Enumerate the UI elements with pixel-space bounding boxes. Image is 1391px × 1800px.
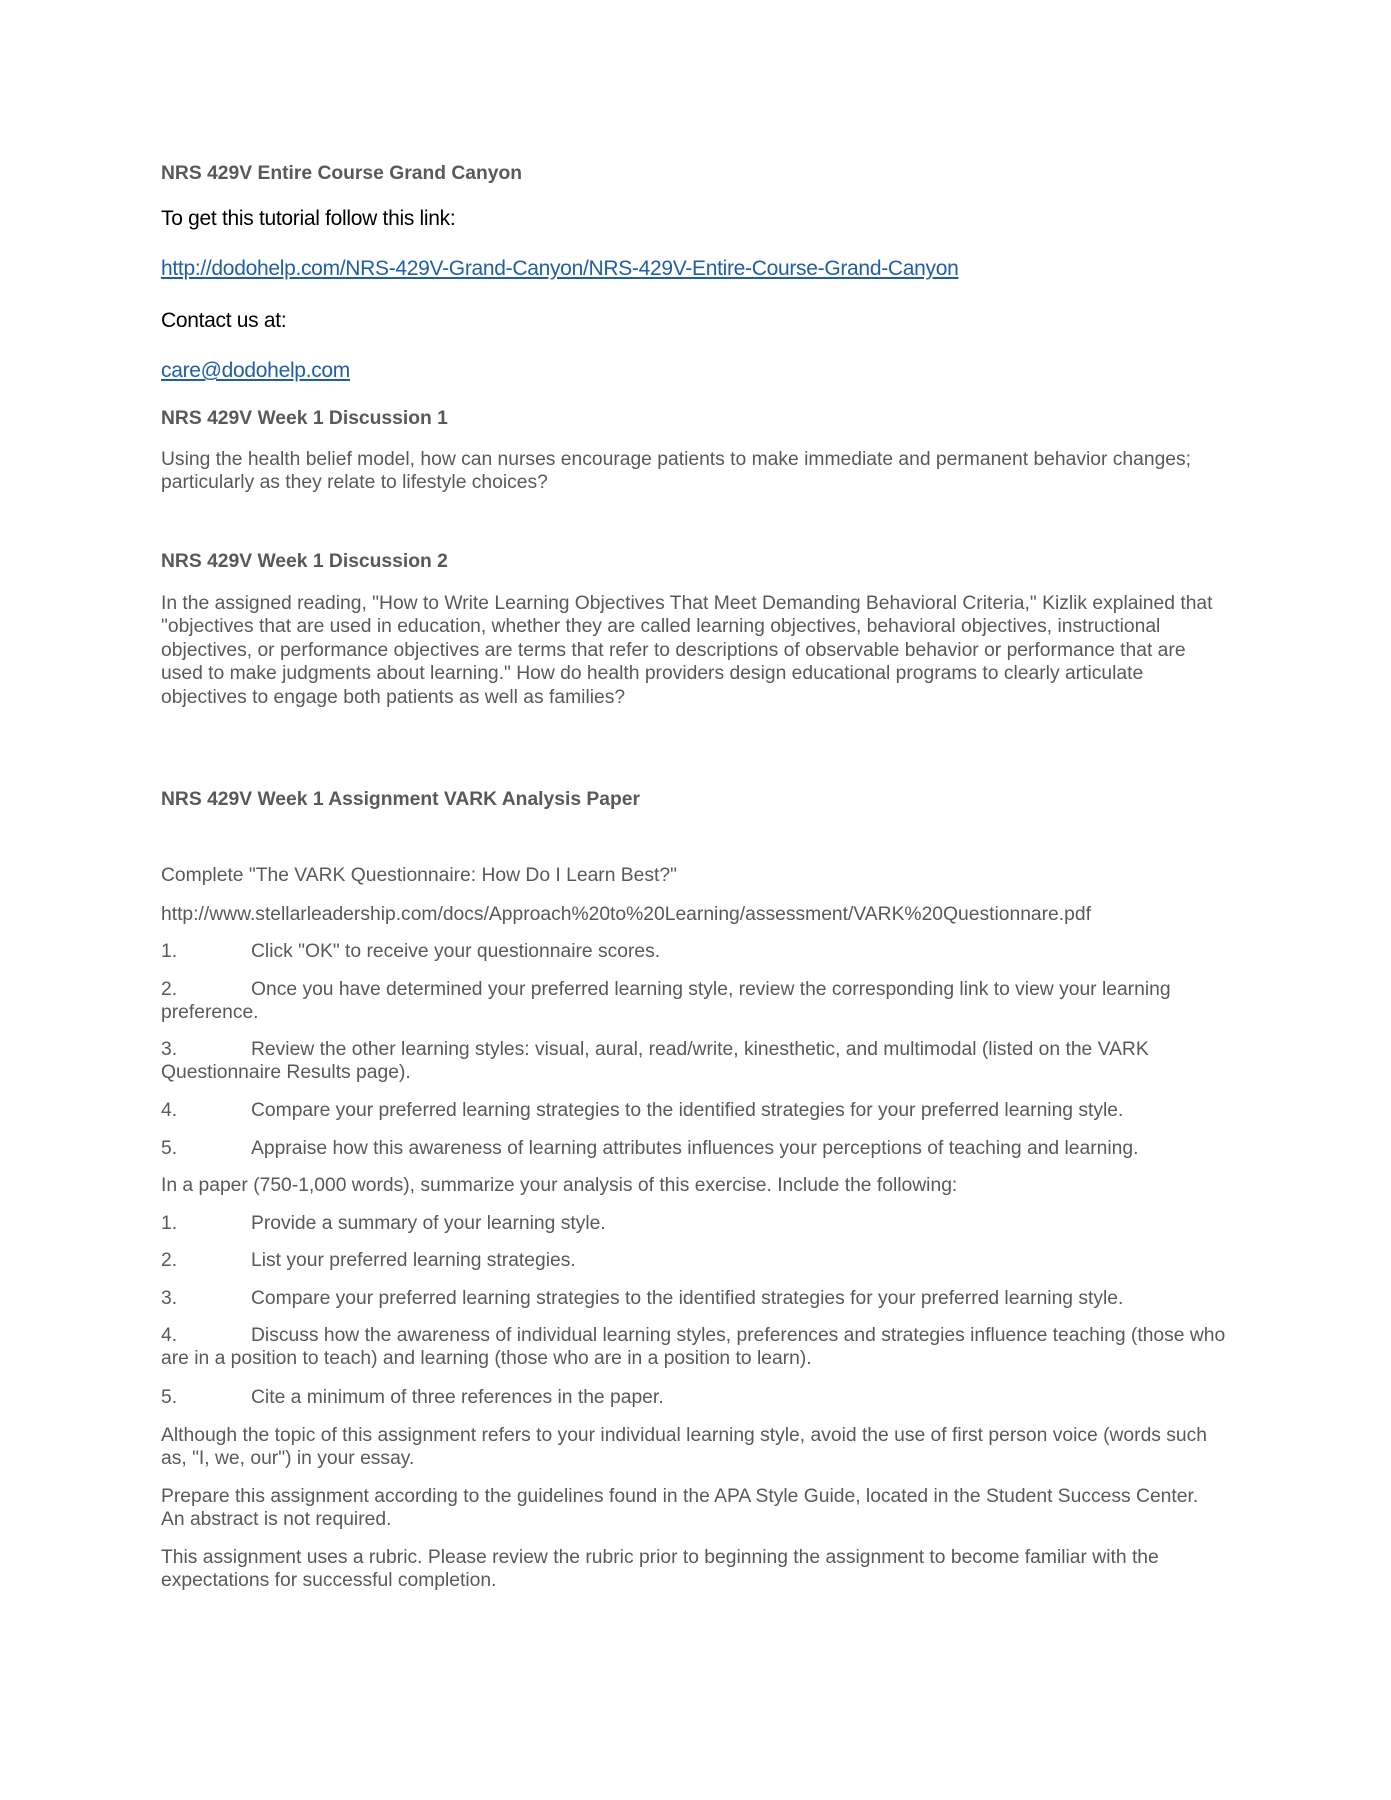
include-number: 1.	[161, 1213, 178, 1234]
step-number: 1.	[161, 941, 178, 962]
step-text: Review the other learning styles: visual, aural, read/write, kinesthetic, and multimodal (listed on the VARK Questionnaire Results page).	[161, 1039, 1149, 1084]
complete-text: Complete "The VARK Questionnaire: How Do I Learn Best?"	[161, 865, 677, 886]
include-item	[161, 1324, 1226, 1371]
apa-note: Prepare this assignment according to the guidelines found in the APA Style Guide, located in the Student Success Center. An abstract is not required.	[161, 1486, 1199, 1531]
discussion-1-heading: NRS 429V Week 1 Discussion 1	[161, 408, 448, 429]
assignment-heading: NRS 429V Week 1 Assignment VARK Analysis Paper	[161, 789, 640, 810]
include-number: 4.	[161, 1325, 178, 1346]
include-number: 2.	[161, 1250, 178, 1271]
include-item	[161, 1212, 1226, 1235]
include-text: Compare your preferred learning strategies to the identified strategies for your preferred learning style.	[251, 1288, 1124, 1309]
discussion-1-text: Using the health belief model, how can nurses encourage patients to make immediate and permanent behavior changes; particularly as they relate to lifestyle choices?	[161, 449, 1192, 494]
step-number: 5.	[161, 1138, 178, 1159]
include-text: Cite a minimum of three references in the paper.	[251, 1387, 664, 1408]
step-text: Click "OK" to receive your questionnaire scores.	[251, 941, 661, 962]
tutorial-link[interactable]: http://dodohelp.com/NRS-429V-Grand-Canyon/NRS-429V-Entire-Course-Grand-Canyon	[161, 257, 959, 280]
step-item	[161, 978, 1226, 1025]
include-text: Discuss how the awareness of individual learning styles, preferences and strategies influence teaching (those who are in a position to teach) and learning (those who are in a position to learn).	[161, 1325, 1226, 1370]
include-number: 3.	[161, 1288, 178, 1309]
questionnaire-url: http://www.stellarleadership.com/docs/Approach%20to%20Learning/assessment/VARK%20Questionnare.pdf	[161, 904, 1091, 925]
contact-label: Contact us at:	[161, 309, 287, 332]
include-item	[161, 1386, 1226, 1409]
include-item	[161, 1287, 1226, 1310]
step-item	[161, 940, 1226, 963]
include-text: Provide a summary of your learning style.	[251, 1213, 606, 1234]
email-link[interactable]: care@dodohelp.com	[161, 359, 350, 382]
step-text: Once you have determined your preferred learning style, review the corresponding link to view your learning preference.	[161, 979, 1171, 1024]
step-item	[161, 1099, 1226, 1122]
include-number: 5.	[161, 1387, 178, 1408]
step-item	[161, 1137, 1226, 1160]
document-title: NRS 429V Entire Course Grand Canyon	[161, 163, 523, 184]
rubric-note: This assignment uses a rubric. Please review the rubric prior to beginning the assignment to become familiar with the expectations for successful completion.	[161, 1547, 1159, 1592]
include-text: List your preferred learning strategies.	[251, 1250, 576, 1271]
discussion-2-text: In the assigned reading, "How to Write Learning Objectives That Meet Demanding Behavioral Criteria," Kizlik explained that "objectives that are used in education, whether they are called learning objectives, behavioral objectives, instructional objectives, or performance objectives are terms that refer to descriptions of observable behavior or performance that are used to make judgments about learning." How do health providers design educational programs to clearly articulate objectives to engage both patients as well as families?	[161, 593, 1213, 708]
step-number: 2.	[161, 979, 178, 1000]
step-item	[161, 1038, 1226, 1085]
step-text: Compare your preferred learning strategies to the identified strategies for your preferred learning style.	[251, 1100, 1124, 1121]
include-item	[161, 1249, 1226, 1272]
step-text: Appraise how this awareness of learning attributes influences your perceptions of teaching and learning.	[251, 1138, 1139, 1159]
step-number: 4.	[161, 1100, 178, 1121]
discussion-2-heading: NRS 429V Week 1 Discussion 2	[161, 551, 448, 572]
paper-intro: In a paper (750-1,000 words), summarize your analysis of this exercise. Include the following:	[161, 1175, 958, 1196]
first-person-note: Although the topic of this assignment refers to your individual learning style, avoid the use of first person voice (words such as, "I, we, our") in your essay.	[161, 1425, 1208, 1470]
intro-text: To get this tutorial follow this link:	[161, 207, 456, 230]
step-number: 3.	[161, 1039, 178, 1060]
